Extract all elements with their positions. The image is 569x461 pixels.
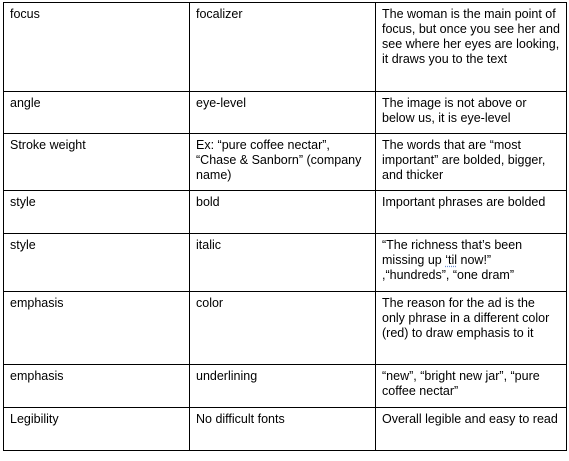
term-cell: angle [4, 92, 190, 134]
explanation-cell: The woman is the main point of focus, but once you see her and see where her eyes are looking, it draws you to the text [376, 3, 567, 92]
example-cell: underlining [190, 365, 376, 408]
explanation-cell: The image is not above or below us, it is eye-level [376, 92, 567, 134]
table-row [4, 292, 567, 365]
table-row [4, 3, 567, 92]
explanation-cell: The words that are “most important” are bolded, bigger, and thicker [376, 134, 567, 191]
example-cell: eye-level [190, 92, 376, 134]
table-row [4, 191, 567, 234]
example-cell: No difficult fonts [190, 408, 376, 451]
term-cell: focus [4, 3, 190, 92]
analysis-table [3, 2, 567, 451]
table-row [4, 365, 567, 408]
term-cell: emphasis [4, 292, 190, 365]
explanation-cell: Important phrases are bolded [376, 191, 567, 234]
explanation-text: “The richness that’s been missing up [382, 238, 523, 267]
term-cell: Legibility [4, 408, 190, 451]
table-row [4, 134, 567, 191]
spellcheck-marked-word: ‘til [445, 253, 458, 267]
term-cell: emphasis [4, 365, 190, 408]
explanation-cell: Overall legible and easy to read [376, 408, 567, 451]
example-cell: Ex: “pure coffee nectar”, “Chase & Sanborn” (company name) [190, 134, 376, 191]
table-row [4, 234, 567, 292]
term-cell: Stroke weight [4, 134, 190, 191]
explanation-cell: The reason for the ad is the only phrase in a different color (red) to draw emphasis to it [376, 292, 567, 365]
term-cell: style [4, 191, 190, 234]
example-cell: color [190, 292, 376, 365]
explanation-cell [376, 234, 567, 292]
table-row [4, 92, 567, 134]
explanation-text: now!” ,“hundreds”, “one dram” [382, 253, 515, 282]
term-cell: style [4, 234, 190, 292]
example-cell: focalizer [190, 3, 376, 92]
example-cell: bold [190, 191, 376, 234]
table-row [4, 408, 567, 451]
example-cell: italic [190, 234, 376, 292]
explanation-cell: “new”, “bright new jar”, “pure coffee nectar” [376, 365, 567, 408]
